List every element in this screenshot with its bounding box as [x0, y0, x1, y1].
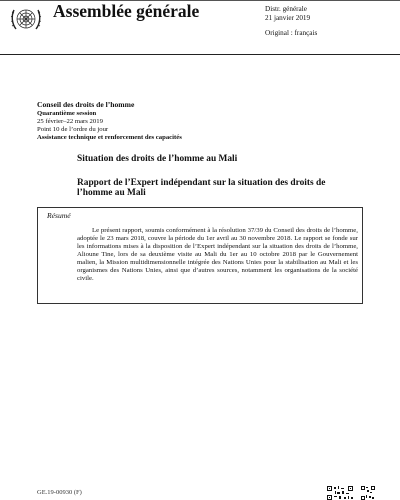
- document-title: Situation des droits de l’homme au Mali: [77, 154, 238, 164]
- session-label: Quarantième session: [37, 110, 97, 117]
- agenda-title: Assistance technique et renforcement des capacités: [37, 134, 182, 141]
- document-code: GE.19-00930 (F): [37, 489, 82, 496]
- distribution-label: Distr. générale: [265, 5, 307, 13]
- agenda-item: Point 10 de l’ordre du jour: [37, 126, 109, 133]
- qr-code-icon: [361, 486, 375, 500]
- header-rule: [0, 54, 400, 55]
- original-language: Original : français: [265, 29, 318, 37]
- un-emblem-icon: [8, 2, 44, 38]
- body-name: Conseil des droits de l’homme: [37, 100, 135, 109]
- session-dates: 25 février–22 mars 2019: [37, 118, 103, 125]
- barcode-icon: [327, 486, 353, 500]
- summary-text: Le présent rapport, soumis conformément à la résolution 37/39 du Conseil des droits de l’homme, adoptée le 23 mars 2018, couvre la période du 1er avril au 30 novembre 2018. Le rapport se fonde sur les informations mises à la disposition de l’Expert indépendant sur la situation des droits de l’homme, Alioune Tine, lors de sa deuxième visite au Mali du 1er au 10 octobre 2018 par le Gouvernement malien, la Mission multidimensionnelle intégrée des Nations Unies pour la stabilisation au Mali et les organismes des Nations Unies, ainsi que d’autres sources, notamment les organisations de la société civile.: [77, 227, 358, 283]
- organ-title: Assemblée générale: [53, 1, 200, 21]
- report-title: Rapport de l’Expert indépendant sur la situation des droits de l’homme au Mali: [77, 178, 326, 199]
- summary-label: Résumé: [47, 211, 71, 220]
- issue-date: 21 janvier 2019: [265, 13, 311, 22]
- distribution-block: [265, 5, 310, 22]
